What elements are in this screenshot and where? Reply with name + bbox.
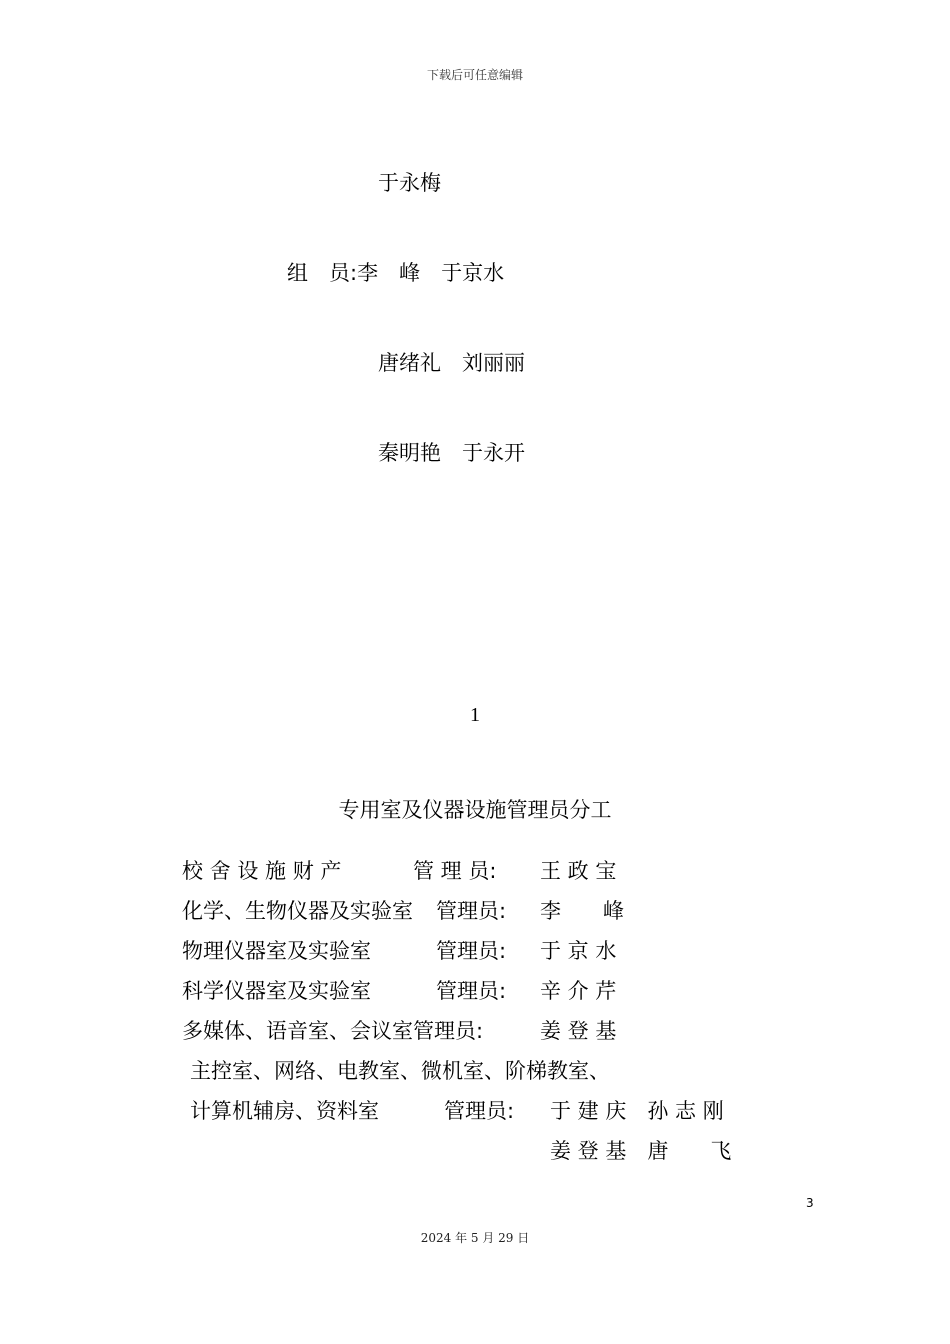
section-page-number: 1 xyxy=(470,704,480,726)
footer-date: 2024 年 5 月 29 日 xyxy=(420,1231,530,1245)
assignments-title: 专用室及仪器设施管理员分工 xyxy=(338,798,612,822)
team-members-line-2: 唐绪礼 刘丽丽 xyxy=(378,351,525,375)
assignment-label: 物理仪器室及实验室 xyxy=(182,939,371,963)
team-leader-name: 于永梅 xyxy=(378,171,441,195)
multi-assignment-label-line-2: 计算机辅房、资料室 xyxy=(190,1099,379,1123)
assignment-names: 李 峰 xyxy=(540,899,624,923)
assignment-names: 王 政 宝 xyxy=(540,859,617,883)
assignment-label: 化学、生物仪器及实验室 xyxy=(182,899,413,923)
page-number: 3 xyxy=(806,1196,814,1210)
team-members-line-3: 秦明艳 于永开 xyxy=(378,441,525,465)
assignment-names: 辛 介 芹 xyxy=(540,979,617,1003)
assignment-role: 管理员: xyxy=(436,979,507,1003)
multi-assignment-names-line-1: 于 建 庆 孙 志 刚 xyxy=(550,1099,724,1123)
multi-assignment-role: 管理员: xyxy=(444,1099,515,1123)
assignment-role: 管理员: xyxy=(436,939,507,963)
multi-assignment-label-line-1: 主控室、网络、电教室、微机室、阶梯教室、 xyxy=(190,1059,610,1083)
header-note: 下载后可任意编辑 xyxy=(426,68,523,82)
assignment-role: 管理员: xyxy=(436,899,507,923)
assignment-label: 多媒体、语音室、会议室 xyxy=(182,1019,413,1043)
assignment-role: 管 理 员: xyxy=(413,859,497,883)
assignment-role: 管理员: xyxy=(413,1019,484,1043)
assignment-names: 姜 登 基 xyxy=(540,1019,617,1043)
assignment-label: 校 舍 设 施 财 产 xyxy=(182,859,342,883)
team-members-line-1: 组 员:李 峰 于京水 xyxy=(287,261,505,285)
multi-assignment-names-line-2: 姜 登 基 唐 飞 xyxy=(550,1139,732,1163)
assignment-label: 科学仪器室及实验室 xyxy=(182,979,371,1003)
assignment-names: 于 京 水 xyxy=(540,939,617,963)
